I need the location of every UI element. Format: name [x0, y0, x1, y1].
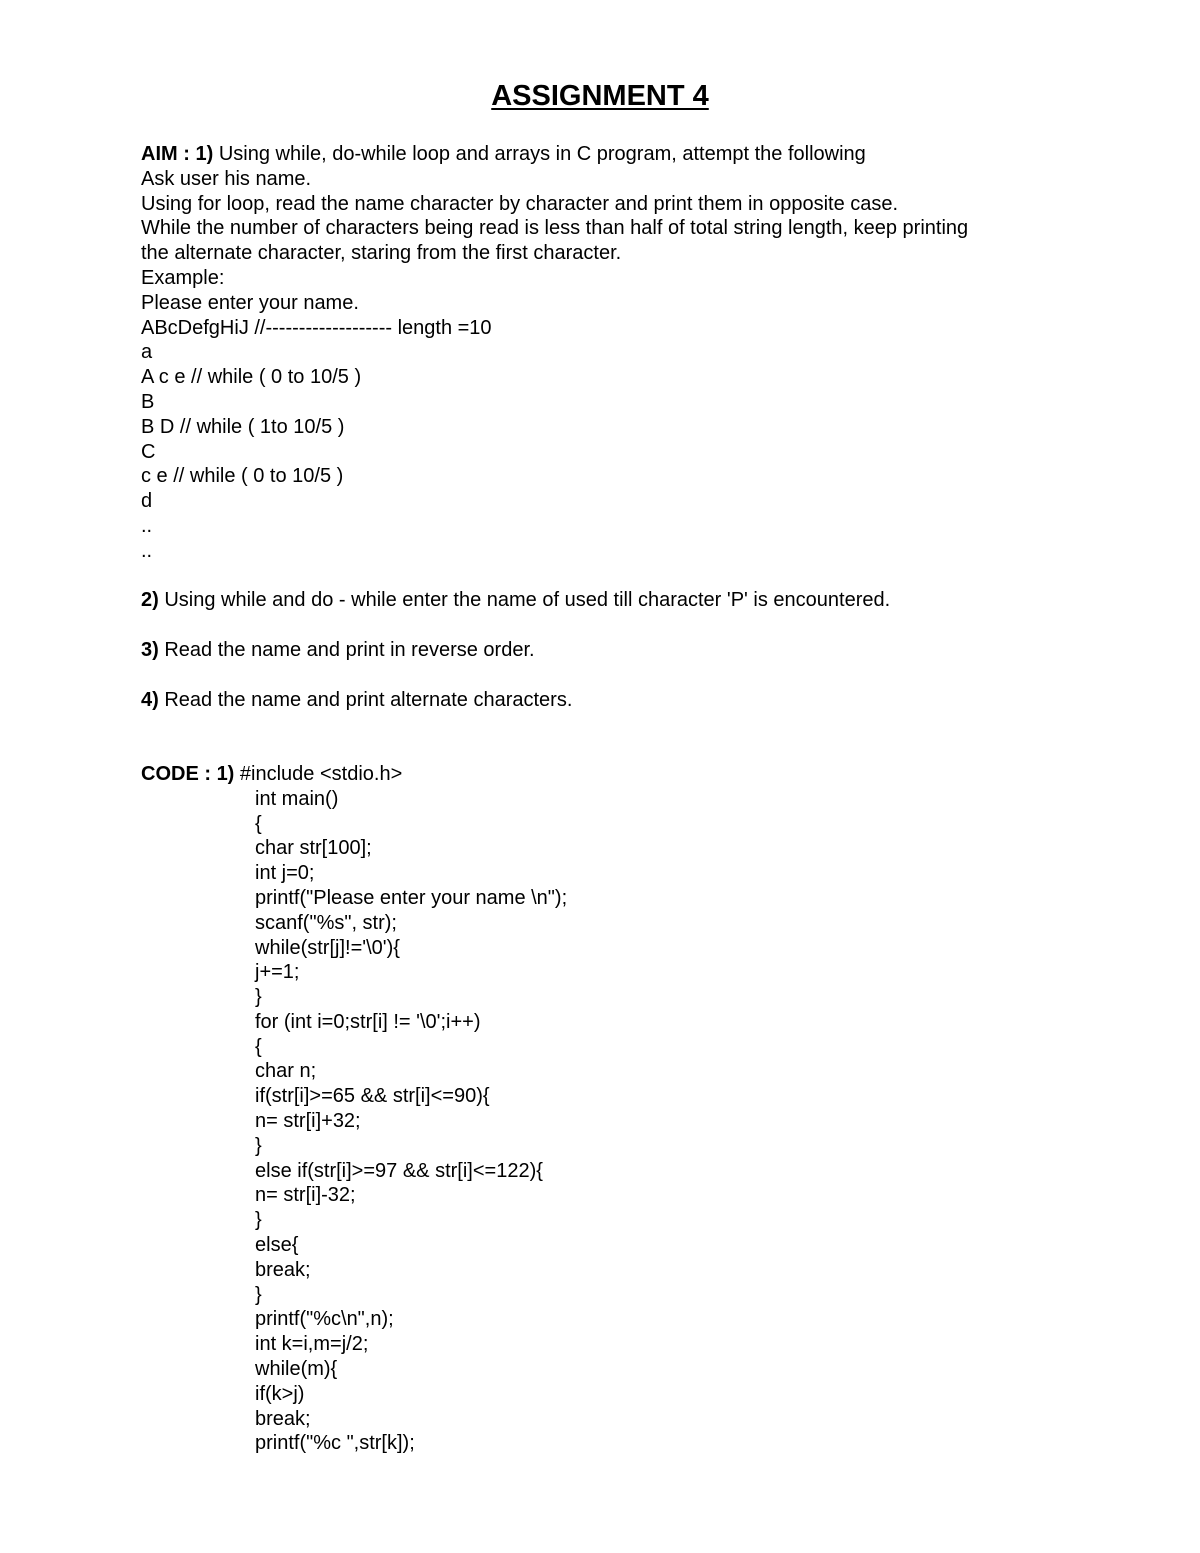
task-3 — [141, 638, 1061, 663]
aim-text-line: .. — [141, 514, 153, 537]
code-first-line: #include <stdio.h> — [239, 762, 403, 785]
code-line: for (int i=0;str[i] != '\0';i++) — [255, 1010, 481, 1033]
code-line: int k=i,m=j/2; — [255, 1333, 369, 1356]
code-line: char n; — [255, 1060, 317, 1083]
task-number: 3) — [141, 638, 159, 661]
spacer — [141, 712, 1061, 737]
code-label: CODE : — [141, 762, 211, 785]
code-block — [141, 787, 1061, 1457]
aim-heading-line — [141, 142, 1061, 167]
aim-text-line: c e // while ( 0 to 10/5 ) — [141, 465, 344, 488]
code-line: if(str[i]>=65 && str[i]<=90){ — [255, 1085, 490, 1108]
task-text: Using while and do - while enter the name of used till character 'P' is encountered. — [164, 589, 891, 612]
spacer — [141, 564, 1061, 589]
code-line: { — [255, 1035, 262, 1058]
aim-text-line: A c e // while ( 0 to 10/5 ) — [141, 366, 362, 389]
code-line: printf("Please enter your name \n"); — [255, 886, 568, 909]
aim-text-line: .. — [141, 539, 153, 562]
document-body — [141, 142, 1061, 1456]
aim-text-line: Ask user his name. — [141, 167, 312, 190]
code-line: else if(str[i]>=97 && str[i]<=122){ — [255, 1159, 543, 1182]
code-line: n= str[i]-32; — [255, 1184, 356, 1207]
aim-label: AIM : — [141, 143, 190, 165]
code-line: break; — [255, 1407, 311, 1430]
aim-text-line: Please enter your name. — [141, 291, 359, 314]
aim-text-line: Using for loop, read the name character by character and print them in opposite case. — [141, 192, 899, 215]
code-line: int main() — [255, 787, 339, 810]
code-line: { — [255, 812, 262, 835]
task-2 — [141, 588, 1061, 613]
aim-text-line: While the number of characters being read is less than half of total string length, keep printing — [141, 217, 969, 240]
code-line: printf("%c ",str[k]); — [255, 1432, 415, 1455]
spacer — [141, 663, 1061, 688]
aim-text-line: C — [141, 440, 156, 463]
code-line: break; — [255, 1258, 311, 1281]
aim-text-line: ABcDefgHiJ //------------------- length =10 — [141, 316, 492, 339]
code-line: } — [255, 1134, 262, 1157]
code-heading-line — [141, 762, 1061, 787]
spacer — [141, 613, 1061, 638]
code-line: j+=1; — [255, 961, 300, 984]
code-line: int j=0; — [255, 862, 315, 885]
code-line: while(str[j]!='\0'){ — [255, 936, 400, 959]
page-title: ASSIGNMENT 4 — [491, 80, 709, 112]
code-line: while(m){ — [255, 1358, 338, 1381]
task-number: 4) — [141, 688, 159, 711]
aim-text-line: B D // while ( 1to 10/5 ) — [141, 415, 345, 438]
code-line: } — [255, 986, 262, 1009]
code-number: 1) — [216, 762, 235, 785]
aim-text-line: the alternate character, staring from the first character. — [141, 242, 622, 265]
aim-text-line: d — [141, 490, 153, 513]
aim-text-line: Example: — [141, 266, 225, 289]
aim-lines — [141, 167, 1061, 564]
code-line: printf("%c\n",n); — [255, 1308, 394, 1331]
code-line: scanf("%s", str); — [255, 911, 397, 934]
code-line: if(k>j) — [255, 1382, 305, 1405]
code-line: n= str[i]+32; — [255, 1110, 361, 1133]
task-4 — [141, 688, 1061, 713]
code-line: } — [255, 1209, 262, 1232]
aim-text-line: B — [141, 390, 155, 413]
aim-number: 1) — [195, 143, 214, 165]
task-number: 2) — [141, 589, 159, 612]
task-text: Read the name and print alternate characters. — [164, 688, 573, 711]
aim-text-line: a — [141, 341, 153, 364]
aim-first-line: Using while, do-while loop and arrays in C program, attempt the following — [218, 143, 866, 165]
code-line: } — [255, 1283, 262, 1306]
code-line: char str[100]; — [255, 837, 372, 860]
spacer — [141, 737, 1061, 762]
code-line: else{ — [255, 1234, 299, 1257]
task-text: Read the name and print in reverse order. — [164, 638, 535, 661]
